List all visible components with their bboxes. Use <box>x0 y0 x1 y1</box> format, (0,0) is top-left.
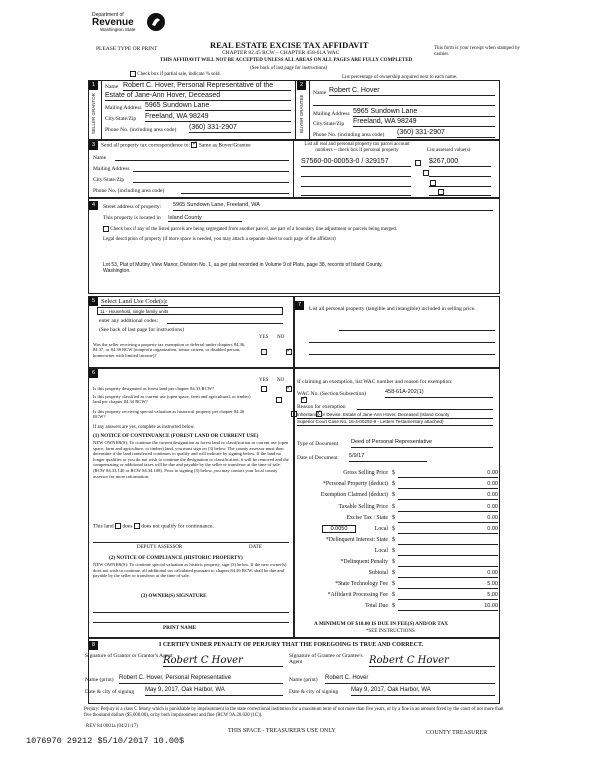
grantor-sig-label: Signature of Grantor or Grantor's Agent <box>85 653 173 659</box>
section-6 <box>88 368 294 638</box>
tax-label: Excise Tax : State <box>346 515 388 521</box>
section-1-number: 1 <box>89 81 98 90</box>
doc-type[interactable]: Deed of Personal Representative <box>351 439 493 448</box>
legal-label: Legal description of property (if more space is needed, you may attach a separate sheet to each page of the affidavit) <box>103 237 336 242</box>
tax-amount[interactable] <box>398 559 498 567</box>
doc-type-label: Type of Document <box>297 441 339 447</box>
tax-row-total: Total Due $ 10.00 <box>365 603 498 609</box>
land-does-not-checkbox[interactable] <box>134 523 140 529</box>
tax-amount[interactable]: 0.00 <box>398 526 498 534</box>
section-2-number: 2 <box>297 81 306 90</box>
seller-phone[interactable]: (360) 331-2907 <box>189 124 291 133</box>
buyer-city-label: City/State/Zip <box>313 121 345 127</box>
land-label: This land <box>93 523 114 530</box>
buyer-name-label: Name <box>313 90 327 96</box>
parcel-field-3[interactable] <box>301 179 411 187</box>
tax-row-gross: Gross Selling Price $ 0.00 <box>343 470 498 476</box>
correspondence-text: Send all property tax correspondence to: <box>101 142 191 149</box>
s5-no-checkbox[interactable] <box>286 349 292 355</box>
s3-name-field[interactable] <box>115 152 289 161</box>
s6-q2-yes-checkbox[interactable] <box>276 397 282 403</box>
local-rate[interactable]: 0.0050 <box>322 525 356 533</box>
tax-row-tech-fee: *State Technology Fee $ 5.00 <box>335 581 498 587</box>
s6-q2: Is this property classified as current use (open space, farm and agricultural, or timber) land per chapter 84.34 RCW? <box>93 394 251 405</box>
reason-label: Reason for exemption <box>297 404 346 410</box>
street-label: Street address of property: <box>103 204 162 210</box>
seller-name-line1[interactable]: Robert C. Hover, Personal Representative of the <box>123 82 291 91</box>
section-3 <box>88 140 500 198</box>
section-8-number: 8 <box>89 641 98 650</box>
tax-label: *Personal Property (deduct) <box>322 481 388 487</box>
section-5-number: 5 <box>89 297 98 306</box>
owner-sig-line[interactable] <box>93 605 289 613</box>
type-or-print: PLEASE TYPE OR PRINT <box>96 46 158 52</box>
tax-amount[interactable]: 5.00 <box>398 592 498 600</box>
doc-date-label: Date of Document <box>297 455 338 461</box>
s6-q1: Is this property designated as forest land per chapter 84.33 RCW? <box>93 386 215 391</box>
form-warning: THIS AFFIDAVIT WILL NOT BE ACCEPTED UNLESS ALL AREAS ON ALL PAGES ARE FULLY COMPLETED <box>160 58 413 63</box>
s3-address-label: Mailing Address <box>93 166 130 172</box>
additional-codes-field[interactable] <box>167 316 283 324</box>
buyer-name[interactable]: Robert C. Hover <box>329 87 495 96</box>
buyer-phone[interactable]: (360) 331-2907 <box>397 129 495 138</box>
tax-label: Local <box>374 548 388 554</box>
notice1-title: (1) NOTICE OF CONTINUANCE (FOREST LAND OR CURRENT USE) <box>93 433 259 439</box>
tax-label: *Affidavit Processing Fee <box>327 592 388 598</box>
exemption-intro: If claiming an exemption, list WAC number and reason for exemption: <box>297 379 453 385</box>
form-chapter: CHAPTER 82.45 RCW – CHAPTER 458-61A WAC <box>222 50 340 56</box>
seller-city-label: City/State/Zip <box>105 116 137 122</box>
located-label <box>103 215 242 221</box>
s3-city-field[interactable] <box>133 174 289 183</box>
tax-label: Taxable Selling Price <box>338 504 388 510</box>
grantee-date-label: Date & city of signing <box>289 689 339 695</box>
tax-amount[interactable] <box>398 548 498 556</box>
receipt-note: This form is your receipt when stamped by cashier. <box>434 46 520 57</box>
buyer-city[interactable]: Freeland, WA 98249 <box>353 118 495 127</box>
s3-phone-label: Phone No. (including area code) <box>93 188 165 194</box>
tax-amount[interactable]: 0.00 <box>398 470 498 478</box>
tax-label: Exemption Claimed (deduct) <box>320 492 388 498</box>
parcel-header: List all real and personal property tax parcel account numbers – check box if personal property <box>304 142 410 153</box>
legal-line1: Lot 53, Plat of Mutiny View Manor, Division No. 1, as per plat recorded in Volume 9 of Plats, page 38, records of Island County, <box>103 262 383 268</box>
tax-label: *Delinquent Interest: State <box>325 537 388 543</box>
owner-sig-label: (3) OWNER(S) SIGNATURE <box>141 593 207 599</box>
notice2-body: NEW OWNER(S): To continue special valuation as historic property, sign (3) below. If the new owner(s) does not wish to continue, all additional tax calculated pursuant to chapter 84.26 RCW, shall be due and payable by the seller or transferor at the time of sale. <box>93 562 287 579</box>
grantor-name[interactable]: Robert C. Hover, Personal Representative <box>119 675 283 684</box>
located-text: This property is located in <box>103 215 161 221</box>
assessed-header: List assessed value(s) <box>427 148 471 153</box>
s3-phone-field[interactable] <box>181 185 289 194</box>
section-3-number: 3 <box>89 141 98 150</box>
partial-sale-label: Check box if partial sale, indicate % sold. <box>137 72 221 78</box>
deputy-assessor-label: DEPUTY ASSESSOR <box>137 545 183 550</box>
s6-q1-yes-checkbox[interactable] <box>261 386 267 392</box>
tax-label: Total Due <box>365 603 388 609</box>
land-does-label: does <box>122 523 133 530</box>
personal-property-field[interactable] <box>339 323 495 331</box>
tax-row-delinquent-local: Local $ <box>292 548 500 557</box>
s3-name-label: Name <box>93 155 107 161</box>
rev-number: REV 84 0001a (04/21/17) <box>86 724 138 729</box>
tax-amount[interactable]: 10.00 <box>398 603 498 611</box>
section-8 <box>85 638 500 704</box>
personal-property-field-3[interactable] <box>309 347 495 355</box>
party-section <box>88 80 500 140</box>
buyer-side-label: BUYER GRANTEE <box>299 94 304 134</box>
legal-line2: Washington. <box>103 268 131 274</box>
seller-phone-label: Phone No. (including area code) <box>105 127 177 133</box>
tax-label: *Delinquent Penalty <box>340 559 388 565</box>
tax-row-delinquent-state: *Delinquent Interest: State $ <box>292 537 500 546</box>
treasurer-space: THIS SPACE - TREASURER'S USE ONLY <box>228 728 336 734</box>
land-does-checkbox[interactable] <box>115 523 121 529</box>
correspondence-label <box>101 142 251 148</box>
grantee-name[interactable]: Robert C. Hover <box>325 675 495 684</box>
recording-stamp: 1076970 29212 $5/10/2017 10.00$ <box>26 736 185 746</box>
tax-amount[interactable]: 0.00 <box>398 481 498 489</box>
wac-label: WAC No. (Section/Subsection) <box>297 391 366 397</box>
print-name-label: PRINT NAME <box>163 625 197 631</box>
boundary-text: Check box if any of the listed parcels are being segregated from another parcel, are part of a boundary line adjustment or parcels being merged. <box>110 227 397 233</box>
tax-row-exemption: Exemption Claimed (deduct) $ 0.00 <box>320 492 498 498</box>
same-as-buyer-checkbox[interactable] <box>191 142 197 148</box>
tax-amount[interactable]: 0.00 <box>398 515 498 523</box>
owner-sig-line-2[interactable] <box>93 615 289 623</box>
minimum-due: A MINIMUM OF $10.00 IS DUE IN FEE(S) AND/OR TAX <box>314 621 449 627</box>
s5-yes-checkbox[interactable] <box>261 349 267 355</box>
s6-yes: YES <box>259 378 269 383</box>
grantee-signature[interactable]: Robert C Hover <box>369 655 495 667</box>
tax-amount[interactable]: 0.00 <box>398 492 498 500</box>
dept-line1: Department of <box>92 12 124 18</box>
seller-name-label: Name <box>105 84 119 90</box>
section-7-number: 7 <box>295 301 304 310</box>
county-treasurer: COUNTY TREASURER <box>426 730 488 736</box>
grantee-date[interactable]: May 9, 2017, Oak Harbor, WA <box>351 687 495 696</box>
street-address[interactable]: 5965 Sundown Lane, Freeland, WA <box>173 202 493 211</box>
tax-row-subtotal: Subtotal $ 0.00 <box>368 570 498 576</box>
s5-yes: YES <box>259 335 269 340</box>
back-note: (See back of last page for instructions) <box>250 66 328 71</box>
tax-label: Subtotal <box>368 570 388 576</box>
seller-address[interactable]: 5965 Sundown Lane <box>145 102 291 111</box>
section-7 <box>294 296 500 368</box>
s5-question: Was the seller receiving a property tax exemption or deferral under chapters 84.36, 84.37, or 84.38 RCW (nonprofit organization, senior citizen, or disabled person, homeowner with limited income)? <box>93 342 246 358</box>
s6-if-yes: If any answers are yes, complete as instructed below. <box>93 425 195 430</box>
grantee-name-label: Name (print) <box>289 677 318 683</box>
seller-side-label: SELLER GRANTOR <box>91 93 96 135</box>
boundary-line <box>103 226 397 232</box>
partial-sale-checkbox[interactable] <box>130 71 136 77</box>
s3-city-label: City/State/Zip <box>93 177 125 183</box>
tax-amount[interactable]: 0.00 <box>398 504 498 512</box>
revenue-logo <box>92 12 172 42</box>
tax-amount[interactable]: 5.00 <box>398 581 498 589</box>
doc-date[interactable]: 5/9/17 <box>349 453 427 462</box>
assessed-value[interactable]: $267,000 <box>429 158 491 167</box>
section-4 <box>88 198 500 294</box>
land-does-not-label: does not qualify for continuance. <box>141 523 214 530</box>
county-value: Island County <box>168 215 242 222</box>
perjury-text: Perjury: Perjury is a class C felony which is punishable by imprisonment in the state correctional institution for a maximum term of not more than five years, or by a fine in an amount fixed by the court of not more than five thousand dollars ($5,000.00), or by both imprisonment and fine (RCW 9A.20.020 (1C)). <box>84 707 504 718</box>
tax-label: Local <box>374 526 388 532</box>
s3-address-field[interactable] <box>133 163 289 172</box>
reason-line2: Superior Court Case No. 16-4-00292-9 - Letters Testamentary attached) <box>297 419 493 426</box>
tax-row-excise-state: Excise Tax : State $ 0.00 <box>346 515 498 521</box>
tax-amount[interactable] <box>398 537 498 545</box>
assessed-field-4[interactable] <box>429 188 491 196</box>
parcel-number[interactable]: S7560-00-00053-0 / 329157 <box>301 158 411 167</box>
land-use-label: Select Land Use Code(s): <box>101 298 168 305</box>
certify-text: I CERTIFY UNDER PENALTY OF PERJURY THAT THE FOREGOING IS TRUE AND CORRECT. <box>159 642 424 648</box>
grantor-name-label: Name (print) <box>85 677 114 683</box>
seller-city[interactable]: Freeland, WA 98249 <box>145 113 291 122</box>
tax-label: *State Technology Fee <box>335 581 388 587</box>
grantee-sig-label: Signature of Grantee or Grantee's Agent <box>289 653 363 665</box>
parcel-field-4[interactable] <box>301 188 411 196</box>
land-use-code[interactable]: 11 - Household, single family units <box>97 307 283 315</box>
parcel-personal-checkbox-2[interactable] <box>423 170 429 176</box>
wac-number[interactable]: 458-61A-202(1) <box>385 389 493 398</box>
section-6-number: 6 <box>89 369 98 378</box>
section-4-number: 4 <box>89 201 98 210</box>
reason-line1: Inheritance or Devise: Estate of Jane-Ann Hover, Deceased (Island County <box>297 412 493 419</box>
s6-no: NO <box>277 378 285 383</box>
s6-q3: Is this property receiving special valuation as historical property per chapter 84.26 RCW? <box>93 409 245 420</box>
seller-address-label: Mailing Address <box>105 105 142 111</box>
tax-amount[interactable]: 0.00 <box>398 570 498 578</box>
parcel-personal-checkbox-1[interactable] <box>415 160 421 166</box>
assessed-field-3[interactable] <box>429 179 491 187</box>
see-instructions: *SEE INSTRUCTIONS <box>366 629 415 634</box>
notice2-title: (2) NOTICE OF COMPLIANCE (HISTORIC PROPERTY) <box>109 555 243 561</box>
tax-label: Gross Selling Price <box>343 470 388 476</box>
parcel-field-2[interactable] <box>301 169 411 177</box>
ownership-note: List percentage of ownership acquired next to each name. <box>342 75 458 80</box>
boundary-checkbox[interactable] <box>103 226 109 232</box>
buyer-address[interactable]: 5965 Sundown Lane <box>353 108 495 117</box>
seller-name-line2[interactable]: Estate of Jane-Ann Hover, Deceased <box>105 92 291 101</box>
assessed-field-2[interactable] <box>429 169 491 177</box>
buyer-phone-label: Phone No. (including area code) <box>313 132 385 138</box>
tax-row-penalty: *Delinquent Penalty $ <box>292 559 500 568</box>
s5-no: NO <box>277 335 285 340</box>
form-title: REAL ESTATE EXCISE TAX AFFIDAVIT <box>210 40 369 50</box>
revenue-seal-icon <box>146 12 166 32</box>
s5-back-note: (See back of last page for instructions) <box>99 327 184 333</box>
partial-sale <box>130 71 221 77</box>
personal-property-field-2[interactable] <box>309 335 495 343</box>
dept-line2: Revenue <box>92 17 134 28</box>
section-5 <box>88 296 294 368</box>
additional-codes-label: enter any additional codes: <box>99 318 159 324</box>
tax-row-excise-local: 0.0050 Local $ 0.00 <box>292 526 500 535</box>
notice1-body: NEW OWNER(S): To continue the current designation as forest land or classification as current use (open space, farm and agriculture, or timber) land, you must sign on (3) below. The county assessor must then determine if the land transferred continues to qualify and will indicate by signing below. If the land no longer qualifies or you do not wish to continue the designation or classification, it will be removed and the compensating or additional taxes will be due and payable by the seller or transferor at the time of sale. (RCW 84.33.140 or RCW 84.34.108). Prior to signing (3) below, you may contact your local county assessor for more information. <box>93 440 289 479</box>
deputy-date-label: DATE <box>249 545 262 550</box>
deputy-sig-line[interactable] <box>93 535 289 543</box>
grantor-date[interactable]: May 9, 2017, Oak Harbor, WA <box>145 687 283 696</box>
personal-property-label: List all personal property (tangible and intangible) included in selling price. <box>309 306 476 312</box>
tax-row-taxable: Taxable Selling Price $ 0.00 <box>338 504 498 510</box>
same-as-buyer-label: Same as Buyer/Grantee <box>198 142 251 149</box>
tax-row-personal: *Personal Property (deduct) $ 0.00 <box>322 481 498 487</box>
tax-row-processing-fee: *Affidavit Processing Fee $ 5.00 <box>327 592 498 598</box>
buyer-address-label: Mailing Address <box>313 111 350 117</box>
dept-line3: Washington State <box>100 27 136 32</box>
grantor-signature[interactable]: Robert C Hover <box>163 655 283 667</box>
s6-q1-no-checkbox[interactable] <box>286 386 292 392</box>
land-qualify <box>93 523 214 529</box>
grantor-date-label: Date & city of signing <box>85 689 135 695</box>
